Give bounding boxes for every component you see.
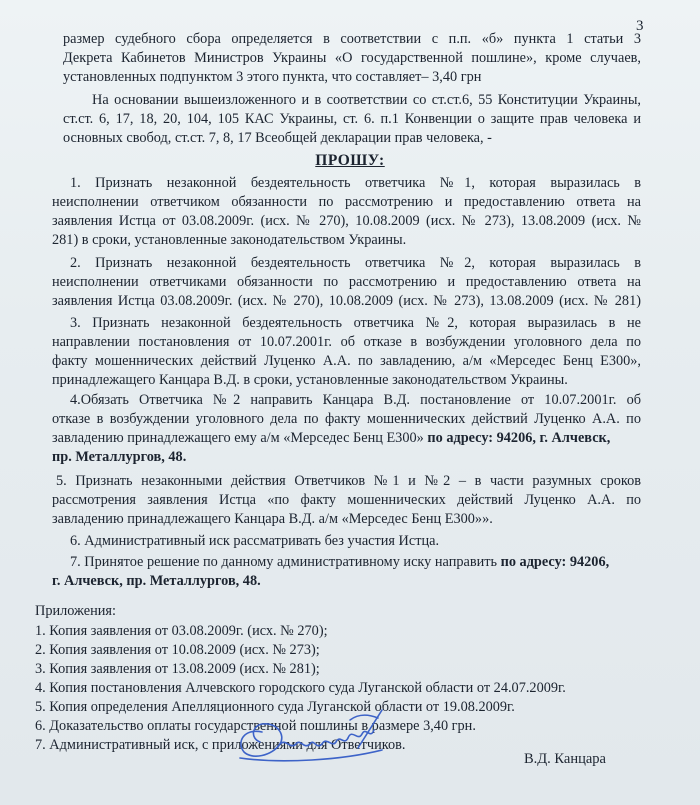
item-4-line-3: [52, 429, 610, 448]
appendix-entry-7: 7. Административный иск, с приложениями для Ответчиков.: [35, 737, 406, 753]
item-3-line-3: факту мошеннических действий Луценко А.А. по завладению, а/м «Мерседес Бенц Е300»,: [52, 353, 641, 369]
item-7-address-part-2: [52, 572, 261, 591]
item-1-line-1: 1. Признать незаконной бездеятельность ответчика №1, которая выразилась в: [70, 175, 641, 191]
item-2-line-1: 2. Признать незаконной бездеятельность ответчика №2, которая выразилась в: [70, 255, 641, 271]
signer-name: В.Д. Канцара: [524, 751, 606, 767]
item-2-line-2: неисполнении ответчиками обязанности по рассмотрению и предоставлению ответа на: [52, 274, 641, 290]
item-7-line-1-text: 7. Принятое решение по данному административному иску направить: [70, 554, 498, 570]
item-5-line-2: рассмотрения заявления Истца «по факту мошеннических действий Луценко А.А. по: [52, 492, 641, 508]
item-1-line-4: 281) в сроки, установленные законодательством Украины.: [52, 232, 407, 248]
appendix-entry-6: 6. Доказательство оплаты государственной пошлины в размере 3,40 грн.: [35, 718, 476, 734]
item-3-line-4: принадлежащего Канцара В.Д. в сроки, установленные законодательством Украины.: [52, 372, 568, 388]
intro-line-1: размер судебного сбора определяется в соответствии с п.п. «б» пункта 1 статьи 3: [63, 31, 641, 47]
item-1-line-2: неисполнении ответчиком обязанности по рассмотрению и предоставлению ответа на: [52, 194, 641, 210]
item-4-address-part-2-text: пр. Металлургов, 48.: [52, 449, 187, 465]
appendix-entry-5: 5. Копия определения Апелляционного суда Луганской области от 19.08.2009г.: [35, 699, 515, 715]
intro-line-2: Декрета Кабинетов Министров Украины «О государственной пошлине», кроме случаев,: [63, 50, 641, 66]
item-5-line-3: завладению принадлежащего Канцара В.Д. а/м «Мерседес Бенц Е300»».: [52, 511, 493, 527]
item-4-address-part-1: по адресу: 94206, г. Алчевск,: [427, 430, 611, 446]
item-7-address-part-2-text: г. Алчевск, пр. Металлургов, 48.: [52, 573, 261, 589]
request-title: ПРОШУ:: [315, 152, 385, 169]
handwritten-signature: [232, 698, 402, 770]
item-1-line-3: заявления Истца от 03.08.2009г. (исх. № 270), 10.08.2009 (исх. № 273), 13.08.2009 (исх. №: [52, 213, 641, 229]
item-6-line: 6. Административный иск рассматривать без участия Истца.: [70, 533, 440, 549]
appendix-entry-3: 3. Копия заявления от 13.08.2009 (исх. № 281);: [35, 661, 320, 677]
appendix-entry-4: 4. Копия постановления Алчевского городского суда Луганской области от 24.07.2009г.: [35, 680, 566, 696]
page-number: 3: [636, 18, 644, 34]
item-7-line-1: [70, 553, 609, 572]
item-7-address-part-1: по адресу: 94206,: [500, 554, 610, 570]
appendix-entry-1: 1. Копия заявления от 03.08.2009г. (исх. № 270);: [35, 623, 328, 639]
intro-line-4: На основании вышеизложенного и в соответствии со ст.ст.6, 55 Конституции Украины,: [92, 92, 641, 108]
appendix-header: Приложения:: [35, 603, 116, 619]
appendix-entry-2: 2. Копия заявления от 10.08.2009 (исх. № 273);: [35, 642, 320, 658]
item-4-address-part-2: [52, 448, 186, 467]
intro-line-6: основных свобод, ст.ст. 7, 8, 17 Всеобщей декларации прав человека, -: [63, 130, 492, 146]
item-4-line-1: 4.Обязать Ответчика №2 направить Канцара В.Д. постановление от 10.07.2001г. об: [70, 392, 641, 408]
item-4-line-3-text: завладению принадлежащего ему а/м «Мерседес Бенц Е300»: [52, 430, 424, 446]
item-2-line-3: заявления Истца 03.08.2009г. (исх. № 270), 10.08.2009 (исх. № 273), 13.08.2009 (исх. № 281): [52, 293, 641, 309]
intro-line-5: ст.ст. 6, 17, 18, 20, 104, 105 КАС Украины, ст. 6. п.1 Конвенции о защите прав человека и: [63, 111, 641, 127]
item-4-line-2: отказе в возбуждении уголовного дела по факту мошеннических действий Луценко А.А. по: [52, 411, 641, 427]
item-5-line-1: 5. Признать незаконными действия Ответчиков №1 и №2 – в части разумных сроков: [56, 473, 641, 489]
intro-line-3: установленных подпунктом 3 этого пункта, что составляет– 3,40 грн: [63, 69, 482, 85]
item-3-line-2: направлении постановления от 10.07.2001г. об отказе в возбуждении уголовного дела по: [52, 334, 641, 350]
item-3-line-1: 3. Признать незаконной бездеятельность ответчика №2, которая выразилась в не: [70, 315, 641, 331]
